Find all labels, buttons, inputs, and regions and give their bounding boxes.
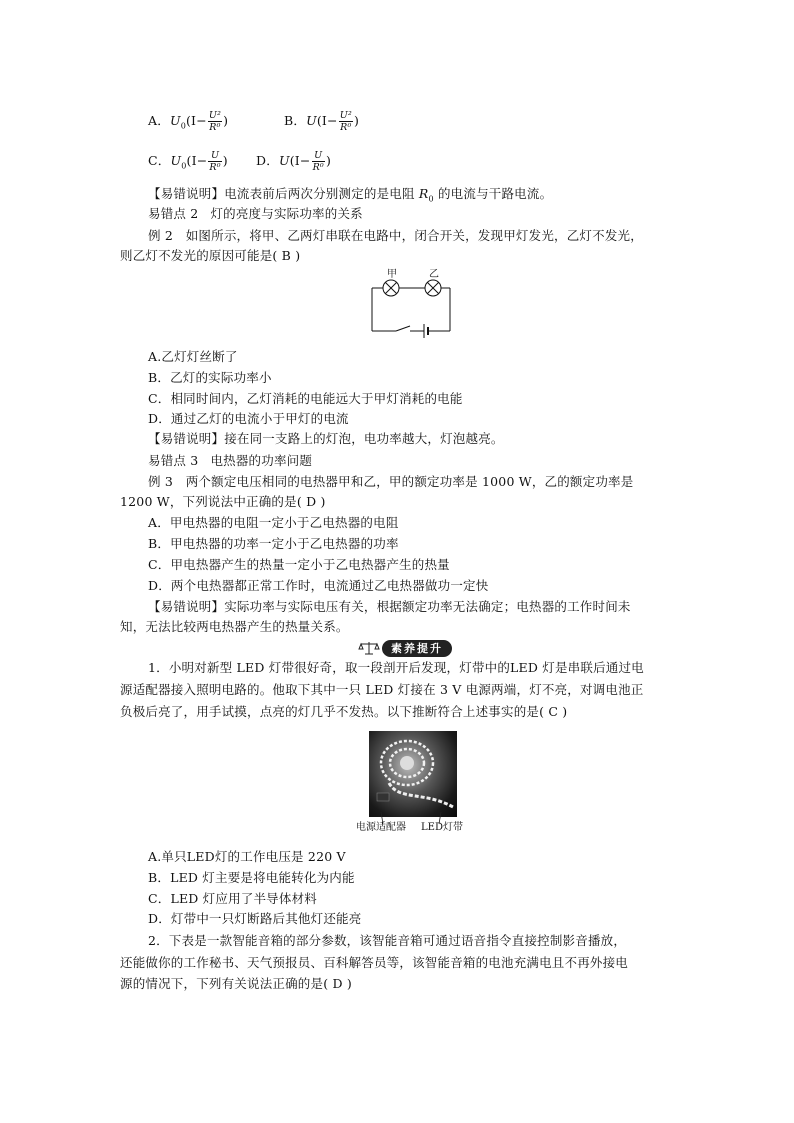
error-note-1	[148, 186, 552, 208]
note-text: 接在同一支路上的灯泡，电功率越大，灯泡越亮。	[224, 431, 504, 446]
problem-1-option-c: C．LED 灯应用了半导体材料	[148, 891, 317, 906]
lamp-jia-icon	[383, 280, 399, 296]
lamp-jia-label: 甲	[387, 269, 397, 280]
option-d	[256, 150, 331, 173]
problem-1-line-1: 1．小明对新型 LED 灯带很好奇，取一段剖开后发现，灯带中的LED 灯是串联后通过电	[148, 660, 644, 675]
denominator: R⁰	[209, 122, 221, 133]
formula-open: (I−	[186, 153, 208, 168]
formula-var: U	[169, 113, 181, 128]
note-var: R	[418, 186, 429, 201]
option-letter: B．	[284, 113, 307, 128]
denominator: R⁰	[312, 162, 324, 173]
circuit-diagram	[366, 264, 466, 344]
formula-open: (I−	[316, 113, 338, 128]
numerator: U	[210, 150, 220, 161]
note-bracket: 【易错说明】	[148, 431, 225, 446]
point-label: 易错点 2	[148, 206, 199, 221]
formula-open: (I−	[289, 153, 311, 168]
section-badge-label: 素养提升	[382, 640, 452, 657]
formula-open: (I−	[185, 113, 207, 128]
denominator: R⁰	[340, 122, 352, 133]
problem-1-option-d: D．灯带中一只灯断路后其他灯还能亮	[148, 911, 362, 926]
error-point-2-heading	[148, 206, 363, 222]
lamp-yi-label: 乙	[429, 269, 439, 280]
note-text: 的电流与干路电流。	[433, 186, 553, 201]
formula-subscript: 0	[180, 121, 186, 131]
error-note-3-line-1	[148, 599, 631, 615]
note-text: 实际功率与实际电压有关，根据额定功率无法确定；电热器的工作时间未	[224, 599, 631, 614]
formula-var: U	[306, 113, 317, 128]
example-2-line-2: 则乙灯不发光的原因可能是( B )	[120, 248, 301, 263]
example-2-option-b: B．乙灯的实际功率小	[148, 370, 272, 385]
option-letter: D．	[256, 153, 279, 168]
formula-var: U	[170, 153, 182, 168]
error-point-3-heading	[148, 453, 312, 469]
example-2-option-d: D．通过乙灯的电流小于甲灯的电流	[148, 411, 349, 426]
formula-close: )	[353, 113, 360, 128]
photo-caption-led-strip: LED灯带	[421, 822, 463, 833]
example-3-line-2: 1200 W，下列说法中正确的是( D )	[120, 494, 326, 509]
example-3-option-d: D．两个电热器都正常工作时，电流通过乙电热器做功一定快	[148, 578, 489, 593]
note-bracket: 【易错说明】	[148, 186, 225, 201]
problem-1-line-2: 源适配器接入照明电路的。他取下其中一只 LED 灯接在 3 V 电源两端，灯不亮，对调电池正	[120, 682, 644, 697]
section-badge	[358, 639, 452, 657]
example-2-option-c: C．相同时间内，乙灯消耗的电能远大于甲灯消耗的电能	[148, 391, 463, 406]
formula-close: )	[325, 153, 332, 168]
lamp-yi-icon	[425, 280, 441, 296]
note-bracket: 【易错说明】	[148, 599, 225, 614]
example-3-option-a: A．甲电热器的电阻一定小于乙电热器的电阻	[148, 515, 399, 530]
denominator: R⁰	[209, 162, 221, 173]
problem-2-line-1: 2．下表是一款智能音箱的部分参数，该智能音箱可通过语音指令直接控制影音播放，	[148, 933, 627, 948]
photo-caption-adapter: 电源适配器	[356, 822, 406, 833]
battery-icon	[424, 324, 428, 338]
error-note-3-line-2: 知，无法比较两电热器产生的热量关系。	[120, 619, 349, 634]
numerator: U	[314, 150, 323, 161]
numerator: U²	[208, 110, 222, 121]
example-3-option-c: C．甲电热器产生的热量一定小于乙电热器产生的热量	[148, 557, 450, 572]
example-2-option-a: A.乙灯灯丝断了	[148, 349, 238, 364]
problem-1-option-b: B．LED 灯主要是将电能转化为内能	[148, 870, 355, 885]
fraction	[208, 110, 222, 133]
point-title: 电热器的功率问题	[210, 453, 313, 468]
problem-2-line-3: 源的情况下，下列有关说法正确的是( D )	[120, 976, 352, 991]
error-note-2	[148, 431, 504, 447]
option-a	[148, 110, 228, 135]
problem-1-option-a: A.单只LED灯的工作电压是 220 V	[148, 849, 346, 864]
note-subscript: 0	[428, 194, 434, 204]
formula-var: U	[278, 153, 290, 168]
point-title: 灯的亮度与实际功率的关系	[210, 206, 363, 221]
point-label: 易错点 3	[148, 453, 199, 468]
option-b	[284, 110, 359, 133]
example-2-line-1: 例 2 如图所示，将甲、乙两灯串联在电路中，闭合开关，发现甲灯发光，乙灯不发光，	[148, 228, 643, 243]
led-strip-photo	[369, 731, 457, 817]
problem-2-line-2: 还能做你的工作秘书、天气预报员、百科解答员等，该智能音箱的电池充满电且不再外接电	[120, 955, 629, 970]
fraction	[339, 110, 353, 133]
option-c	[148, 150, 228, 175]
formula-close: )	[222, 153, 228, 168]
formula-close: )	[223, 113, 229, 128]
note-text: 电流表前后两次分别测定的是电阻	[224, 186, 419, 201]
example-3-option-b: B．甲电热器的功率一定小于乙电热器的功率	[148, 536, 399, 551]
scale-icon	[358, 640, 380, 656]
fraction	[208, 150, 221, 173]
example-3-line-1: 例 3 两个额定电压相同的电热器甲和乙，甲的额定功率是 1000 W，乙的额定功率是	[148, 474, 634, 489]
problem-1-line-3: 负极后亮了，用手试摸，点亮的灯几乎不发热。以下推断符合上述事实的是( C )	[120, 704, 568, 719]
numerator: U²	[339, 110, 352, 121]
fraction	[312, 150, 325, 173]
formula-subscript: 0	[181, 161, 187, 171]
option-letter: A．	[148, 113, 170, 128]
option-letter: C．	[148, 153, 171, 168]
